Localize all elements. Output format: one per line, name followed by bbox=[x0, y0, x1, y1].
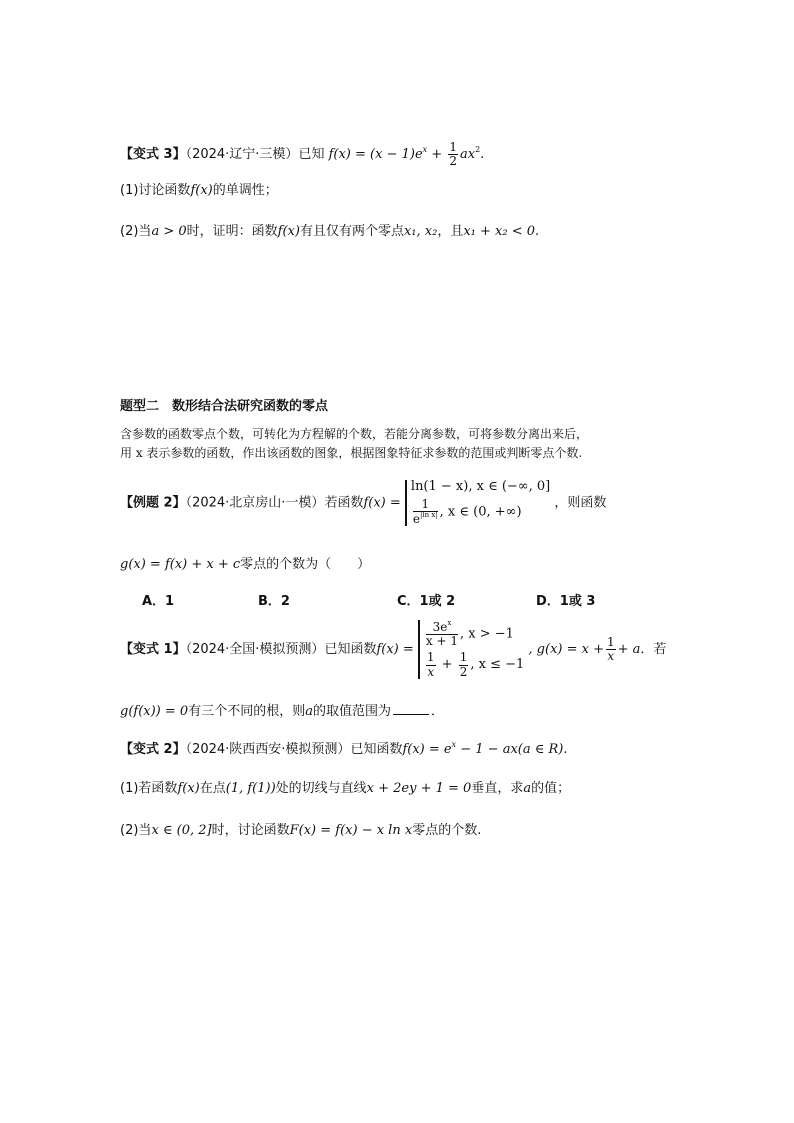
v3-stem bbox=[120, 141, 484, 168]
v2-q2-domain: x ∈ (0, 2] bbox=[151, 823, 212, 838]
v2-known: 已知函数 bbox=[350, 742, 403, 757]
ex2-question bbox=[120, 558, 370, 571]
ex2-piece-2-domain: , x ∈ (0, +∞) bbox=[439, 504, 522, 520]
section-2-line-2: 用 x 表示参数的函数，作出该函数的图象，根据图象特征求参数的范围或判断零点个数. bbox=[120, 446, 583, 460]
v3-half-fraction bbox=[448, 141, 458, 168]
v2-q1-a: a bbox=[523, 781, 532, 796]
v1-piece-2-b-num: 1 bbox=[459, 650, 468, 665]
v3-q2-ineq: x₁ + x₂ < 0 bbox=[463, 224, 535, 239]
v2-q1-text-a: 若函数 bbox=[138, 781, 178, 796]
v3-q2-label: (2) bbox=[120, 224, 139, 239]
v2-q1-text-e: 的值； bbox=[531, 781, 571, 796]
v3-q2-text-b: 时，证明：函数 bbox=[186, 224, 278, 239]
v2-sup-x: x bbox=[451, 740, 457, 749]
v1-known: 已知函数 bbox=[324, 641, 377, 657]
v3-period: . bbox=[480, 147, 485, 163]
v3-q2-cond: a > 0 bbox=[151, 224, 187, 239]
v3-q2-f: f(x) bbox=[277, 224, 300, 239]
ex2-stem bbox=[120, 480, 606, 526]
v1-piece-1-fraction bbox=[426, 620, 458, 648]
ex2-piece-2-num: 1 bbox=[413, 498, 438, 512]
v2-q1-label: (1) bbox=[120, 781, 139, 796]
v2-q1-point: (1, f(1)) bbox=[225, 781, 276, 796]
v3-q1-f: f(x) bbox=[190, 183, 213, 198]
ex2-piece-2-den: e bbox=[412, 512, 421, 527]
v1-piece-2-frac-b bbox=[459, 651, 469, 678]
v2-stem bbox=[120, 741, 568, 756]
v1-piece-2-a-num: 1 bbox=[426, 650, 435, 665]
ex2-count: 零点的个数为（ ） bbox=[240, 557, 371, 572]
v1-fx: f(x) = bbox=[376, 641, 414, 657]
ex2-piecewise bbox=[405, 480, 550, 526]
v1-source: （2024·全国·模拟预测） bbox=[185, 641, 325, 657]
ex2-option-a[interactable]: A．1 bbox=[142, 594, 175, 609]
v2-q2-text-b: 时，讨论函数 bbox=[211, 823, 290, 838]
v2-q2-F: F(x) = f(x) − x ln x bbox=[289, 823, 413, 838]
v2-q2-text-a: 当 bbox=[138, 823, 152, 838]
v1-piecewise bbox=[418, 620, 524, 679]
v1-question bbox=[120, 705, 444, 718]
v3-half-den: 2 bbox=[449, 154, 457, 169]
v3-known: 已知 bbox=[298, 147, 325, 163]
v1-a: a bbox=[305, 704, 313, 719]
ex2-piece-2-den-sup: |ln x| bbox=[420, 511, 438, 520]
v2-source: （2024·陕西西安·模拟预测） bbox=[185, 742, 351, 757]
v2-q2-text-c: 零点的个数. bbox=[412, 823, 482, 838]
ex2-option-c[interactable]: C．1或 2 bbox=[397, 594, 456, 609]
v3-q2-text-c: 有且仅有两个零点 bbox=[299, 224, 404, 239]
v1-piece-2-b-den: 2 bbox=[459, 664, 468, 679]
v2-q1-text-b: 在点 bbox=[199, 781, 226, 796]
ex2-option-d[interactable]: D．1或 3 bbox=[536, 594, 596, 609]
v2-tag: 【变式 2】 bbox=[120, 742, 186, 757]
section-2-title: 题型二 数形结合法研究函数的零点 bbox=[120, 399, 329, 414]
v3-q1-text-a: 讨论函数 bbox=[138, 183, 191, 198]
v2-q1-text-c: 处的切线与直线 bbox=[275, 781, 367, 796]
v3-sup-x: x bbox=[422, 145, 428, 155]
v1-piece-1-domain: , x > −1 bbox=[460, 626, 514, 642]
v3-plus: + bbox=[427, 147, 447, 163]
v2-question-2 bbox=[120, 824, 481, 837]
v1-g-frac-num: 1 bbox=[607, 634, 615, 649]
v3-sup-2: 2 bbox=[475, 145, 481, 155]
ex2-fx: f(x) = bbox=[363, 495, 401, 511]
v3-ax2: ax bbox=[459, 147, 476, 163]
v1-answer-blank[interactable] bbox=[393, 714, 429, 715]
v3-question-1 bbox=[120, 184, 278, 197]
v2-q2-label: (2) bbox=[120, 823, 139, 838]
v1-gx-a: , g(x) = x + bbox=[528, 641, 604, 657]
v3-q1-label: (1) bbox=[120, 183, 139, 198]
v1-piece-1-den: x + 1 bbox=[425, 634, 458, 649]
v1-range: 的取值范围为 bbox=[312, 704, 391, 719]
v3-q2-text-e: . bbox=[535, 224, 540, 239]
v1-piece-2-a-den: x bbox=[427, 664, 435, 679]
v2-fx-rest: − 1 − ax(a ∈ R) bbox=[456, 742, 564, 757]
v3-half-num: 1 bbox=[449, 140, 457, 154]
v1-piece-2-domain: , x ≤ −1 bbox=[470, 657, 525, 673]
v3-tag: 【变式 3】 bbox=[120, 147, 186, 163]
ex2-piece-1: ln(1 − x), x ∈ (−∞, 0] bbox=[410, 479, 551, 494]
v1-piece-1-num: 3e bbox=[432, 620, 448, 634]
v1-piece-2-plus: + bbox=[437, 657, 457, 673]
v1-end: ． bbox=[430, 704, 444, 719]
section-2-line-1: 含参数的函数零点个数，可转化为方程解的个数，若能分离参数，可将参数分离出来后， bbox=[120, 427, 589, 441]
v2-fx: f(x) = e bbox=[402, 742, 452, 757]
ex2-if: 若函数 bbox=[324, 495, 364, 511]
v1-eq: g(f(x)) = 0 bbox=[120, 704, 189, 719]
v3-q2-roots: x₁, x₂ bbox=[403, 224, 438, 239]
ex2-source: （2024·北京房山·一模） bbox=[185, 495, 325, 511]
ex2-option-b[interactable]: B．2 bbox=[258, 594, 290, 609]
v3-q2-text-d: ，且 bbox=[437, 224, 464, 239]
v3-q1-text-b: 的单调性； bbox=[212, 183, 278, 198]
v2-q1-f: f(x) bbox=[177, 781, 200, 796]
v1-piece-1-num-sup: x bbox=[447, 619, 452, 627]
ex2-tag: 【例题 2】 bbox=[120, 495, 186, 511]
section-2-intro bbox=[120, 425, 680, 463]
v1-if: ．若 bbox=[640, 641, 667, 657]
v2-q1-text-d: 垂直，求 bbox=[471, 781, 524, 796]
v1-tag: 【变式 1】 bbox=[120, 641, 186, 657]
v1-g-fraction bbox=[606, 636, 616, 663]
ex2-piece-2-fraction bbox=[413, 498, 438, 526]
v1-stem bbox=[120, 620, 666, 679]
v3-q2-text-a: 当 bbox=[138, 224, 152, 239]
v1-rest: 有三个不同的根，则 bbox=[188, 704, 306, 719]
ex2-then: ，则函数 bbox=[554, 495, 607, 511]
v2-period: . bbox=[563, 742, 568, 757]
v2-q1-line: x + 2ey + 1 = 0 bbox=[366, 781, 472, 796]
v1-g-frac-den: x bbox=[607, 648, 615, 663]
v2-question-1 bbox=[120, 782, 570, 795]
v3-fx: f(x) = (x − 1)e bbox=[328, 147, 423, 163]
ex2-gx: g(x) = f(x) + x + c bbox=[120, 557, 241, 572]
v3-question-2 bbox=[120, 225, 539, 238]
v3-source: （2024·辽宁·三模） bbox=[185, 147, 299, 163]
v1-gx-b: + a bbox=[617, 641, 641, 657]
v1-piece-2-frac-a bbox=[426, 651, 436, 678]
